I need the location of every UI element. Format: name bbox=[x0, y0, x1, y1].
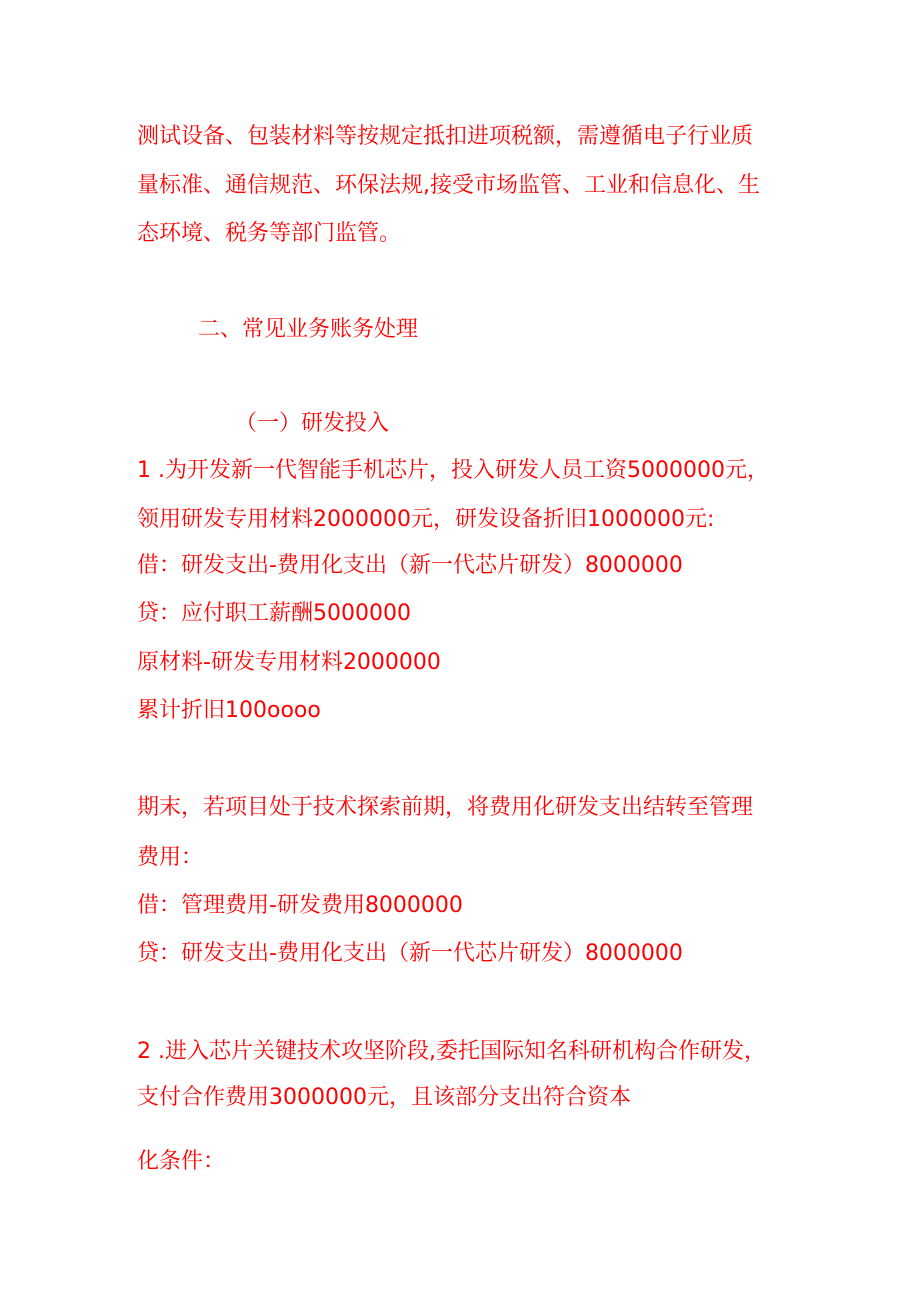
paragraph-line: 费用： bbox=[137, 845, 204, 870]
paragraph-line: 态环境、税务等部门监管。 bbox=[137, 221, 402, 246]
journal-entry-credit: 贷：研发支出-费用化支出（新一代芯片研发）8000000 bbox=[137, 941, 683, 966]
paragraph-line: 领用研发专用材料2000000元，研发设备折旧1000000元: bbox=[137, 507, 715, 532]
subsection-heading: （一）研发投入 bbox=[235, 411, 390, 436]
journal-entry-credit: 贷：应付职工薪酬5000000 bbox=[137, 601, 411, 626]
journal-entry-debit: 借：研发支出-费用化支出（新一代芯片研发）8000000 bbox=[137, 553, 683, 578]
paragraph-line: 1 .为开发新一代智能手机芯片，投入研发人员工资5000000元， bbox=[137, 458, 769, 483]
paragraph-line: 2 .进入芯片关键技术攻坚阶段,委托国际知名科研机构合作研发， bbox=[137, 1039, 766, 1064]
journal-entry-credit: 原材料-研发专用材料2000000 bbox=[137, 650, 441, 675]
paragraph-line: 量标准、通信规范、环保法规,接受市场监管、工业和信息化、生 bbox=[137, 173, 760, 198]
section-heading: 二、常见业务账务处理 bbox=[198, 317, 419, 342]
paragraph-line: 化条件： bbox=[137, 1149, 226, 1174]
paragraph-line: 测试设备、包装材料等按规定抵扣进项税额，需遵循电子行业质 bbox=[137, 124, 754, 149]
paragraph-line: 期末，若项目处于技术探索前期，将费用化研发支出结转至管理 bbox=[137, 795, 754, 820]
journal-entry-credit: 累计折旧100oooo bbox=[137, 698, 321, 723]
paragraph-line: 支付合作费用3000000元，且该部分支出符合资本 bbox=[137, 1085, 631, 1110]
journal-entry-debit: 借：管理费用-研发费用8000000 bbox=[137, 893, 463, 918]
